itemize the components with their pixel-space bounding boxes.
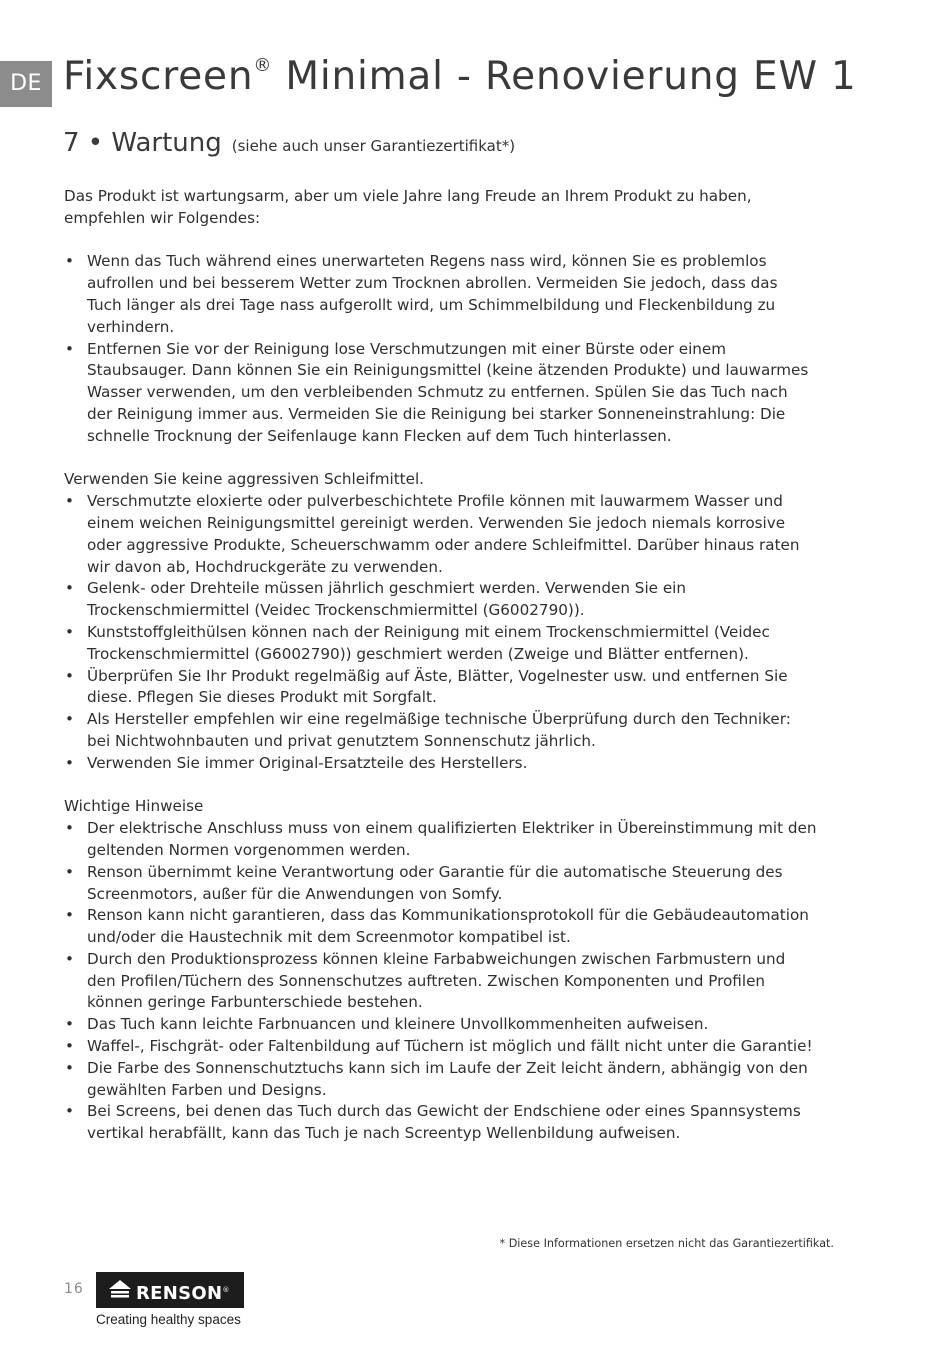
list-item-line: Tuch länger als drei Tage nass aufgerollt wird, um Schimmelbildung und Fleckenbildung zu [87,295,776,314]
list-item-line: Trockenschmiermittel (Veidec Trockenschmiermittel (G6002790)). [87,601,585,620]
list-item-line: gewählten Farben und Designs. [87,1080,327,1099]
list-item-line: geltenden Normen vorgenommen werden. [87,840,411,859]
list-item-line: Renson übernimmt keine Verantwortung oder Garantie für die automatische Steuerung des [87,862,783,881]
intro-line: Das Produkt ist wartungsarm, aber um viele Jahre lang Freude an Ihrem Produkt zu haben, [64,187,752,205]
footnote: * Diese Informationen ersetzen nicht das Garantiezertifikat. [499,1237,834,1250]
list-item-line: Verwenden Sie immer Original-Ersatzteile des Herstellers. [87,753,528,772]
list-item-line: Trockenschmiermittel (G6002790)) geschmiert werden (Zweige und Blätter entfernen). [87,644,749,663]
bullet-mark: • [65,710,74,729]
list-item-line: Verschmutzte eloxierte oder pulverbeschichtete Profile können mit lauwarmem Wasser und [87,492,783,511]
bullet-mark: • [65,1102,74,1121]
bullet-mark: • [65,819,74,838]
section-heading [63,128,515,158]
list-item-line: vertikal herabfällt, kann das Tuch je nach Screentyp Wellenbildung aufweisen. [87,1124,681,1143]
section-note: (siehe auch unser Garantiezertifikat*) [231,137,516,155]
document-title [63,54,857,99]
list-item-line: der Reinigung immer aus. Vermeiden Sie die Reinigung bei starker Sonneneinstrahlung: Die [87,404,786,423]
bullet-mark: • [65,906,74,925]
list-item-line: schnelle Trocknung der Seifenlauge kann Flecken auf dem Tuch hinterlassen. [87,426,672,445]
bullet-mark: • [65,252,74,271]
bullet-mark: • [65,753,74,772]
list-item-line: Bei Screens, bei denen das Tuch durch das Gewicht der Endschiene oder eines Spannsystems [87,1102,801,1121]
list-item-line: Renson kann nicht garantieren, dass das Kommunikationsprotokoll für die Gebäudeautomation [87,906,809,925]
list-item-line: Screenmotors, außer für die Anwendungen von Somfy. [87,884,503,903]
registered-mark: ® [253,55,273,76]
list-item-line: verhindern. [87,317,175,336]
list-item-line: und/oder die Haustechnik mit dem Screenmotor kompatibel ist. [87,928,571,947]
intro-paragraph [64,186,854,230]
bullet-mark: • [65,339,74,358]
list-item-line: Durch den Produktionsprozess können kleine Farbabweichungen zwischen Farbmustern und [87,949,786,968]
list-item-line: diese. Pflegen Sie dieses Produkt mit Sorgfalt. [87,688,437,707]
list-item-line: Wenn das Tuch während eines unerwarteten Regens nass wird, können Sie es problemlos [87,252,767,271]
list-item [64,905,854,949]
list-item-line: Als Hersteller empfehlen wir eine regelmäßige technische Überprüfung durch den Techniker: [87,710,791,729]
abrasives-list [64,491,854,774]
list-item-line: den Profilen/Tüchern des Sonnenschutzes auftreten. Zwischen Komponenten und Profilen [87,971,766,990]
bullet-mark: • [65,622,74,641]
list-item-line: Staubsauger. Dann können Sie ein Reinigungsmittel (keine ätzenden Produkte) und lauwarmes [87,361,809,380]
intro-line: empfehlen wir Folgendes: [64,208,261,227]
language-tab: DE [0,61,52,107]
bullet-mark: • [65,949,74,968]
notes-heading: Wichtige Hinweise [64,797,204,816]
bullet-mark: • [65,1037,74,1056]
list-item [64,1058,854,1102]
list-item-line: Wasser verwenden, um den verbleibenden Schmutz zu entfernen. Spülen Sie das Tuch nach [87,383,788,402]
list-item-line: Kunststoffgleithülsen können nach der Reinigung mit einem Trockenschmiermittel (Veidec [87,622,770,641]
list-item [64,753,854,775]
bullet-mark: • [65,862,74,881]
list-item [64,1036,854,1058]
bullet-mark: • [65,666,74,685]
list-item [64,818,854,862]
list-item [64,491,854,578]
list-item-line: können geringe Farbunterschiede bestehen. [87,993,423,1012]
body-content [64,186,854,1145]
list-item-line: wir davon ab, Hochdruckgeräte zu verwenden. [87,557,443,576]
list-item-line: Entfernen Sie vor der Reinigung lose Verschmutzungen mit einer Bürste oder einem [87,339,727,358]
list-item-line: aufrollen und bei besserem Wetter zum Trocknen abrollen. Vermeiden Sie jedoch, dass das [87,274,778,293]
list-item [64,666,854,710]
notes-list [64,818,854,1145]
renson-logo [96,1272,244,1308]
care-list [64,251,854,447]
list-item [64,709,854,753]
list-item-line: Das Tuch kann leichte Farbnuancen und kleinere Unvollkommenheiten aufweisen. [87,1015,709,1034]
bullet-mark: • [65,579,74,598]
list-item-line: einem weichen Reinigungsmittel gereinigt werden. Verwenden Sie jedoch niemals korrosive [87,513,786,532]
tagline: Creating healthy spaces [96,1312,241,1327]
list-item [64,1101,854,1145]
title-rest: Minimal - Renovierung EW 1 [272,54,857,99]
list-item-line: bei Nichtwohnbauten und privat genutztem Sonnenschutz jährlich. [87,731,596,750]
list-item [64,339,854,448]
list-item [64,622,854,666]
list-item-line: Gelenk- oder Drehteile müssen jährlich geschmiert werden. Verwenden Sie ein [87,579,687,598]
list-item-line: Waffel-, Fischgrät- oder Faltenbildung auf Tüchern ist möglich und fällt nicht unter die Garantie! [87,1037,813,1056]
list-item [64,949,854,1014]
list-item [64,862,854,906]
bullet-mark: • [65,1015,74,1034]
list-item-line: Der elektrische Anschluss muss von einem qualifizierten Elektriker in Übereinstimmung mit den [87,819,817,838]
page-number: 16 [64,1281,84,1297]
list-item-line: oder aggressive Produkte, Scheuerschwamm oder andere Schleifmittel. Darüber hinaus raten [87,535,800,554]
list-item [64,251,854,338]
bullet-mark: • [65,1058,74,1077]
list-item-line: Überprüfen Sie Ihr Produkt regelmäßig auf Äste, Blätter, Vogelnester usw. und entfernen Sie [87,666,788,685]
list-item [64,578,854,622]
house-icon [108,1279,132,1301]
title-main: Fixscreen [63,54,254,99]
list-item-line: Die Farbe des Sonnenschutztuchs kann sich im Laufe der Zeit leicht ändern, abhängig von den [87,1058,808,1077]
bullet-mark: • [65,492,74,511]
logo-wordmark: RENSON® [136,1283,230,1304]
abrasives-heading: Verwenden Sie keine aggressiven Schleifmittel. [64,470,425,489]
section-title: 7 • Wartung [63,128,222,158]
list-item [64,1014,854,1036]
